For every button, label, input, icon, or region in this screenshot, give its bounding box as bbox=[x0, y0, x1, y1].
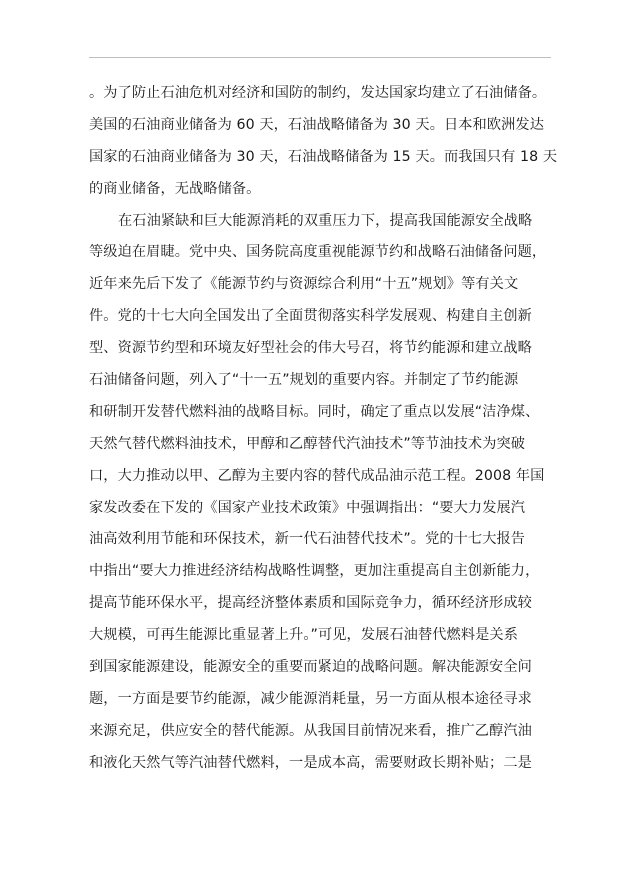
header-rule bbox=[89, 57, 551, 58]
text-line: 件。党的十七大向全国发出了全面贯彻落实科学发展观、构建自主创新 bbox=[89, 308, 532, 325]
text-line: 油高效利用节能和环保技术，新一代石油替代技术”。党的十七大报告 bbox=[89, 531, 526, 548]
text-line: 的商业储备，无战略储备。 bbox=[89, 180, 261, 197]
text-line: 来源充足，供应安全的替代能源。从我国目前情况来看，推广乙醇汽油 bbox=[89, 722, 532, 739]
text-line: 等级迫在眉睫。党中央、国务院高度重视能源节约和战略石油储备问题， bbox=[89, 244, 547, 261]
body-text bbox=[89, 78, 559, 780]
text-line: 家发改委在下发的《国家产业技术政策》中强调指出：“要大力发展汽 bbox=[89, 499, 526, 516]
text-line: 到国家能源建设，能源安全的重要而紧迫的战略问题。解决能源安全问 bbox=[89, 659, 532, 676]
text-line: 大规模，可再生能源比重显著上升。”可见，发展石油替代燃料是关系 bbox=[89, 627, 518, 644]
text-line: 口，大力推动以甲、乙醇为主要内容的替代成品油示范工程。2008 年国 bbox=[89, 467, 545, 484]
text-line: 美国的石油商业储备为 60 天，石油战略储备为 30 天。日本和欧洲发达 bbox=[89, 116, 544, 133]
text-line: 石油储备问题，列入了“十一五”规划的重要内容。并制定了节约能源 bbox=[89, 372, 519, 389]
text-line: 和研制开发替代燃料油的战略目标。同时，确定了重点以发展“洁净煤、 bbox=[89, 403, 540, 420]
text-line: 和液化天然气等汽油替代燃料，一是成本高，需要财政长期补贴；二是 bbox=[89, 754, 532, 771]
text-line: 中指出“要大力推进经济结构战略性调整，更加注重提高自主创新能力， bbox=[89, 563, 540, 580]
paragraph-start-line: 在石油紧缺和巨大能源消耗的双重压力下，提高我国能源安全战略 bbox=[118, 212, 533, 229]
text-line: 题，一方面是要节约能源，减少能源消耗量，另一方面从根本途径寻求 bbox=[89, 690, 532, 707]
text-line: 型、资源节约型和环境友好型社会的伟大号召，将节约能源和建立战略 bbox=[89, 340, 532, 357]
text-line: 。为了防止石油危机对经济和国防的制约，发达国家均建立了石油储备。 bbox=[89, 85, 547, 101]
text-line: 近年来先后下发了《能源节约与资源综合利用“十五”规划》等有关文 bbox=[89, 276, 519, 293]
text-line: 国家的石油商业储备为 30 天，石油战略储备为 15 天。而我国只有 18 天 bbox=[89, 148, 558, 165]
text-line: 提高节能环保水平，提高经济整体素质和国际竞争力，循环经济形成较 bbox=[89, 595, 532, 612]
text-line: 天然气替代燃料油技术，甲醇和乙醇替代汽油技术”等节油技术为突破 bbox=[89, 435, 526, 452]
